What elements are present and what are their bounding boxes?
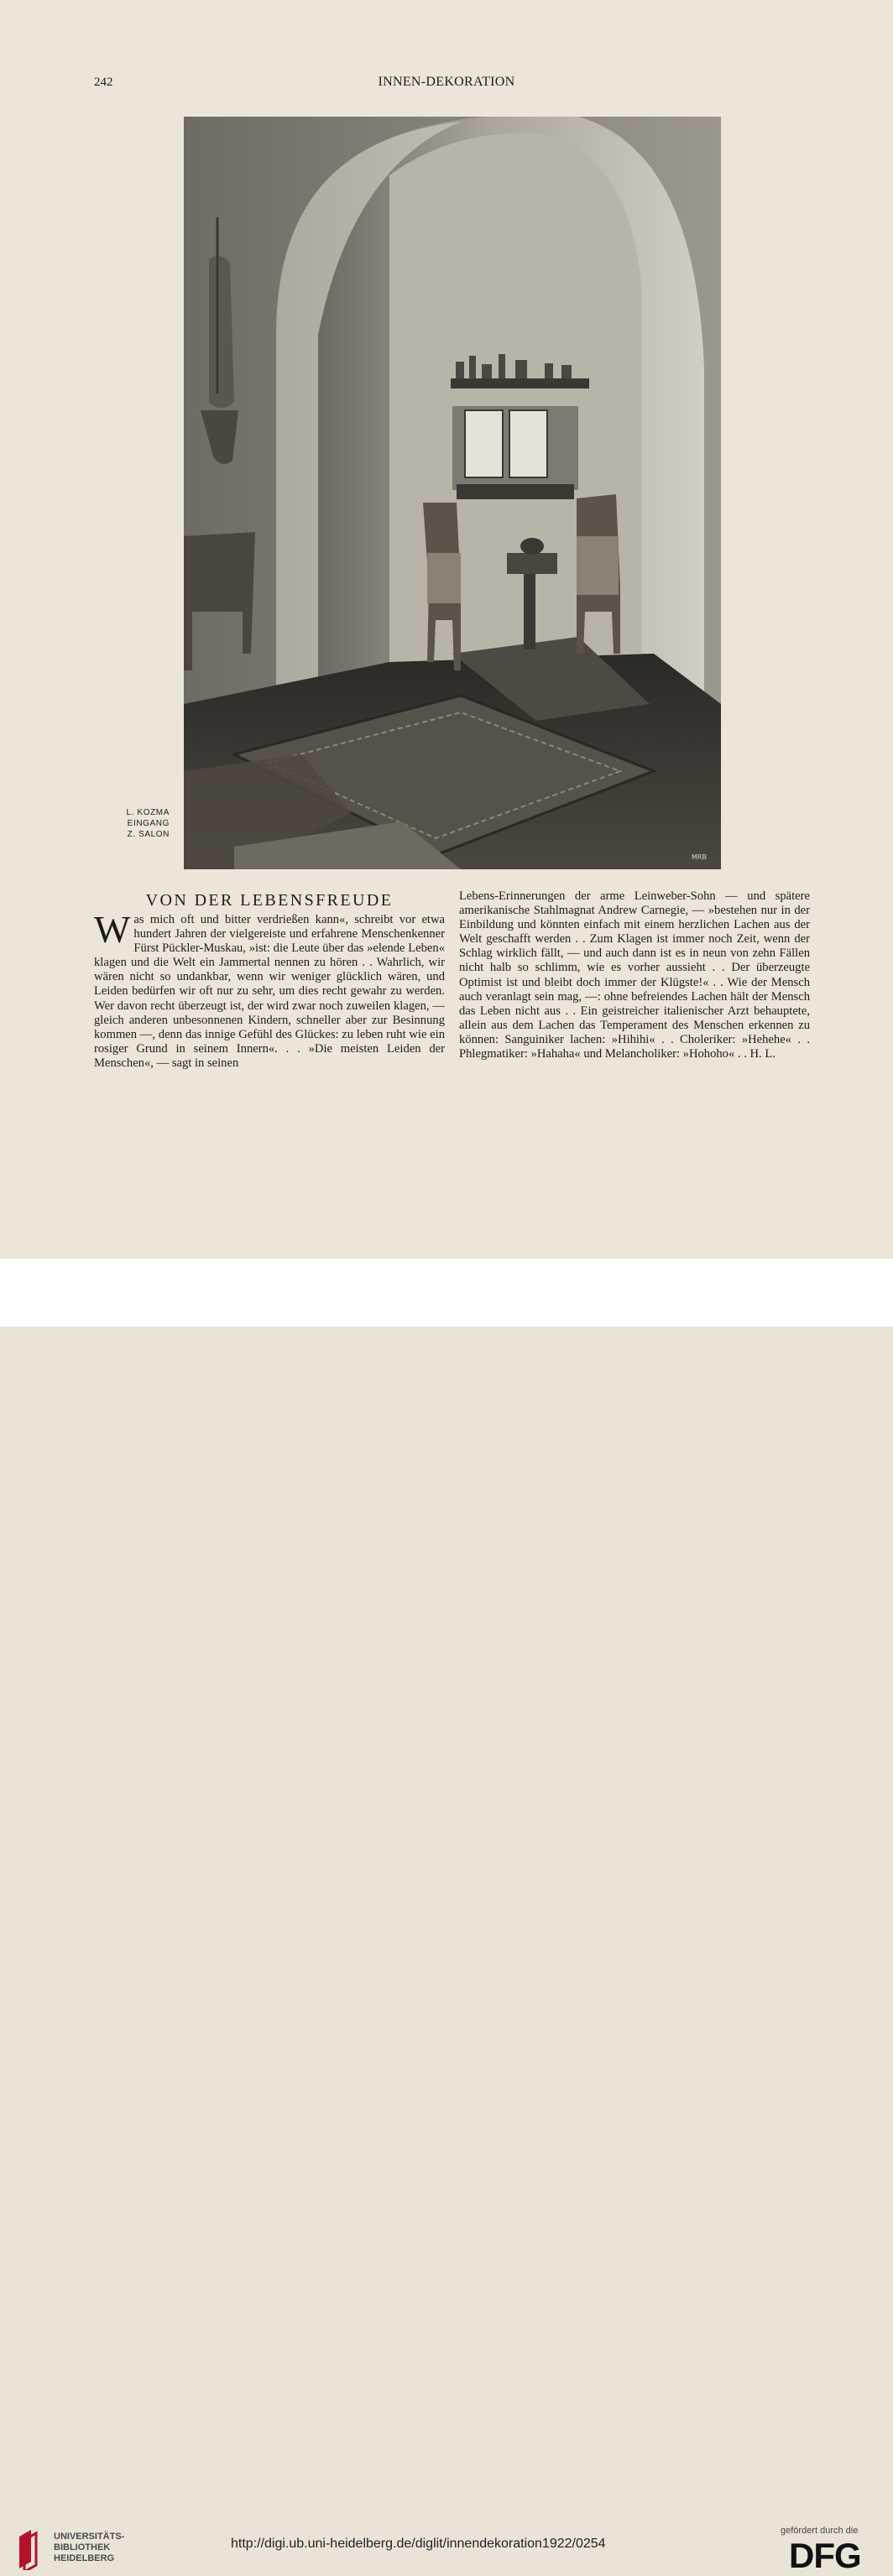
interior-photograph — [184, 117, 721, 869]
library-line-3: HEIDELBERG — [54, 2553, 115, 2563]
photographer-mark: MRB — [692, 853, 707, 861]
article-text-left: as mich oft und bitter verdrießen kann«, schreibt vor etwa hundert Jahren der vielgereiste und erfahrene Menschenkenner Fürst Pückler-Muskau, »ist: die Leute über das »elende Leben« klagen und die Welt ein Jammertal nennen zu hören . . Wahrlich, wir wären nicht so undankbar, wenn wir weniger glücklich wären, und Leiden bedürfen wir oft nur zu sehr, um dies recht gewahr zu werden. Wer davon recht überzeugt ist, der wird zwar noch zuweilen klagen, — gleich anderen unbesonnenen Kindern, schneller aber zur Besinnung kommen —, denn das innige Gefühl des Glückes: zu leben ruht wie ein rosiger Grund in seinem Innern«. . . »Die meisten Leiden der Menschen«, — sagt in seinen — [94, 913, 445, 1070]
caption-line-3: Z. SALON — [127, 830, 170, 839]
caption-line-1: L. KOZMA — [126, 808, 170, 817]
dropcap: W — [94, 908, 131, 951]
photo-illustration — [184, 117, 721, 869]
article-column-left — [94, 889, 445, 1071]
digitization-footer — [0, 1259, 893, 2575]
page-number: 242 — [94, 76, 113, 89]
funding-note: gefördert durch die — [781, 2526, 859, 2536]
article-column-right — [459, 889, 810, 1061]
figure-caption — [107, 807, 170, 840]
caption-line-2: EINGANG — [127, 819, 170, 828]
article-title: VON DER LEBENSFREUDE — [145, 891, 394, 910]
article-text-right: Lebens-Erinnerungen der arme Leinweber-Sohn — und spätere amerikanische Stahlmagnat Andrew Carnegie, — »bestehen nur in der Einbildung und könnten einfach mit einem herzlichen Lachen aus der Welt geschafft werden . . Zum Klagen ist immer noch Zeit, wenn der Schlag wirklich fällt, — und auch dann ist es in neun von zehn Fällen nicht halb so schlimm, wie es vorher aussieht . . Der überzeugte Optimist ist und bleibt doch immer der Klügste!« . . Wie der Mensch auch veranlagt sein mag, —: ohne befreiendes Lachen hält der Mensch das Leben nicht aus . . Ein geistreicher italienischer Arzt behauptete, allein aus dem Lachen das Temperament des Menschen erkennen zu können: Sanguiniker lachen: »Hihihi« . . Choleriker: »Hehehe« . . Phlegmatiker: »Hahaha« und Melancholiker: »Hohoho« . . H. L. — [459, 889, 810, 1061]
running-title: INNEN-DEKORATION — [378, 75, 515, 89]
university-library-logo-icon — [13, 2528, 46, 2570]
library-line-2: BIBLIOTHEK — [54, 2542, 111, 2553]
dfg-logo: DFG — [789, 2536, 861, 2575]
library-name — [54, 2532, 124, 2564]
library-line-1: UNIVERSITÄTS- — [54, 2532, 125, 2542]
scanned-page — [0, 0, 893, 1259]
permalink-url[interactable]: http://digi.ub.uni-heidelberg.de/diglit/innendekoration1922/0254 — [231, 2537, 606, 2551]
